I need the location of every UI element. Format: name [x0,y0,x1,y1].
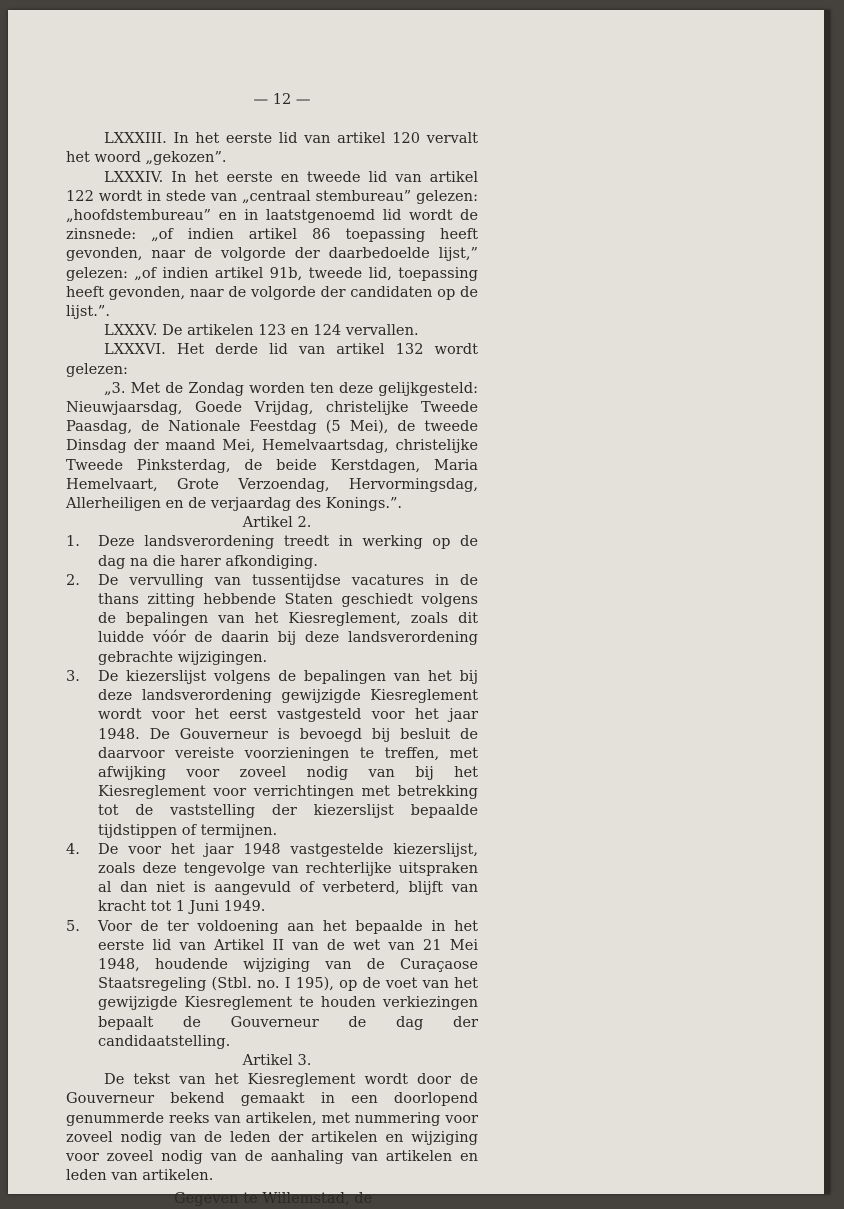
list-item-number: 4. [66,840,80,858]
list-item-number: 2. [66,571,80,589]
scan-edge [824,10,830,1194]
list-item-number: 3. [66,667,80,685]
list-item-text: De vervulling van tussentijdse vacatures in de thans zitting hebbende Staten geschiedt volgens de bepalingen van het Kiesreglement, zoals dit luidde vóór de daarin bij deze landsverordening gebrachte wijzigingen. [98,571,478,666]
paragraph-quoted-lid-3: „3. Met de Zondag worden ten deze gelijkgesteld: Nieuwjaarsdag, Goede Vrijdag, christelijke Tweede Paasdag, de Nationale Feestdag (5 Mei), de tweede Dinsdag der maand Mei, Hemelvaartsdag, christelijke Tweede Pinksterdag, de beide Kerstdagen, Maria Hemelvaart, Grote Verzoendag, Hervormingsdag, Allerheiligen en de verjaardag des Konings.”. [66,379,478,513]
paragraph-lxxxiii: LXXXIII. In het eerste lid van artikel 120 vervalt het woord „gekozen”. [66,130,478,167]
paragraph-lxxxvi: LXXXVI. Het derde lid van artikel 132 wordt gelezen: [66,341,478,378]
list-item-number: 1. [66,533,80,551]
document-page [8,10,830,1208]
list-item-text: De voor het jaar 1948 vastgestelde kiezerslijst, zoals deze tengevolge van rechterlijke uitspraken al dan niet is aangevuld of verbeterd, blijft van kracht tot 1 Juni 1949. [98,840,478,916]
list-item [66,532,478,570]
document-body [66,90,478,1209]
page-number: — 12 — [253,91,311,108]
list-item [66,667,478,840]
list-item-number: 5. [66,917,80,935]
artikel-3-text: De tekst van het Kiesreglement wordt door de Gouverneur bekend gemaakt in een doorlopend genummerde reeks van artikelen, met nummering voor zoveel nodig van de leden der artikelen en wijziging voor zoveel nodig van de aanhaling van artikelen en leden van artikelen. [66,1071,478,1185]
signature-line: Gegeven te Willemstad, de [174,1190,373,1208]
heading-artikel-2: Artikel 2. [242,514,312,532]
list-item [66,917,478,1051]
heading-artikel-3: Artikel 3. [242,1051,312,1069]
list-item [66,571,478,667]
list-item-text: Deze landsverordening treedt in werking op de dag na die harer afkondiging. [98,533,478,570]
paragraph-lxxxiv: LXXXIV. In het eerste en tweede lid van artikel 122 wordt in stede van „centraal stembureau” gelezen: „hoofdstembureau” en in laatstgenoemd lid wordt de zinsnede: „of indien artikel 86 toepassing heeft gevonden, naar de volgorde der daarbedoelde lijst,” gelezen: „of indien artikel 91b, tweede lid, toepassing heeft gevonden, naar de volgorde der candidaten op de lijst.”. [66,168,478,321]
list-item-text: De kiezerslijst volgens de bepalingen van het bij deze landsverordening gewijzigde Kiesreglement wordt voor het eerst vastgesteld voor het jaar 1948. De Gouverneur is bevoegd bij besluit de daarvoor vereiste voorzieningen te treffen, met afwijking voor zoveel nodig van bij het Kiesreglement voor verrichtingen met betrekking tot de vaststelling der kiezerslijst bepaalde tijdstippen of termijnen. [98,667,478,839]
list-item-text: Voor de ter voldoening aan het bepaalde in het eerste lid van Artikel II van de wet van 21 Mei 1948, houdende wijziging van de Curaçaose Staatsregeling (Stbl. no. I 195), op de voet van het gewijzigde Kiesreglement te houden verkiezingen bepaalt de Gouverneur de dag der candidaatstelling. [98,917,478,1050]
paragraph-lxxxv: LXXXV. De artikelen 123 en 124 vervallen. [104,322,419,340]
list-item [66,840,478,917]
